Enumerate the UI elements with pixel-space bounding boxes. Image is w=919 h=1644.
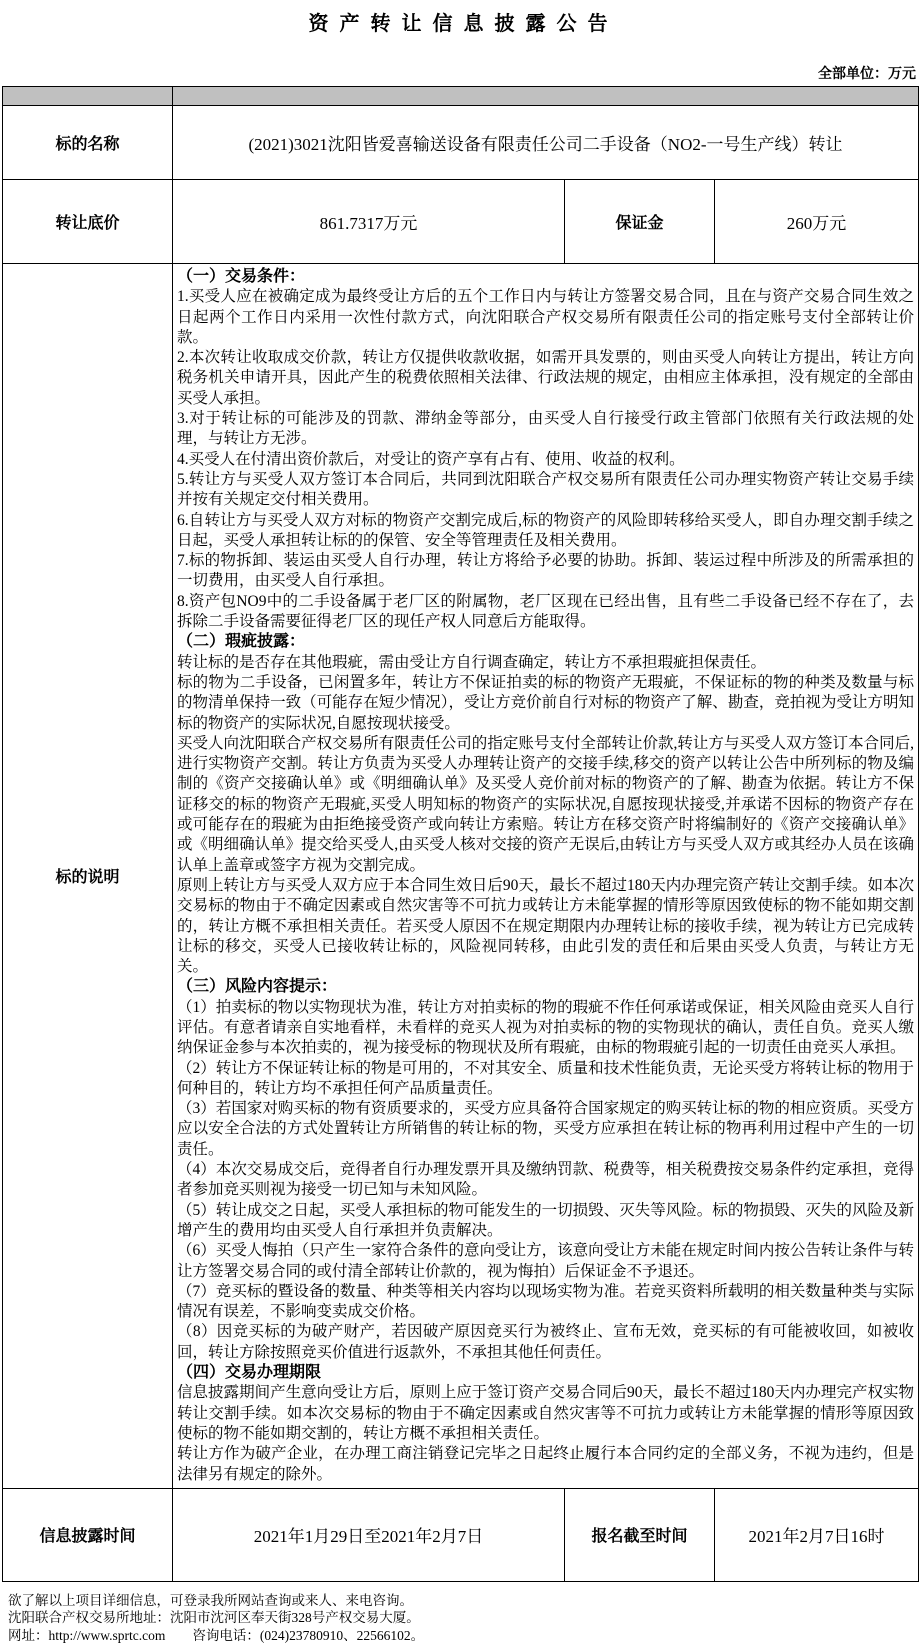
disclosure-period-value: 2021年1月29日至2021年2月7日	[173, 1488, 565, 1581]
description-paragraph: 8.资产包NO9中的二手设备属于老厂区的附属物，老厂区现在已经出售，且有些二手设备已经不存在了，去拆除二手设备需要征得老厂区的现任产权人同意后方能取得。	[177, 592, 915, 631]
registration-deadline-value: 2021年2月7日16时	[715, 1488, 919, 1581]
unit-note: 全部单位：万元	[818, 67, 916, 82]
description-paragraph: 买受人向沈阳联合产权交易所有限责任公司的指定账号支付全部转让价款,转让方与买受人双方签订本合同后,进行实物资产交割。转让方负责为买受人办理转让资产的交接手续,移交的资产以转让公告中所列标的物及编制的《资产交接确认单》或《明细确认单》及买受人竞价前对标的物资产的了解、勘查为依据。转让方不保证移交的标的物资产无瑕疵,买受人明知标的物资产的实际状况,自愿按现状接受,并承诺不因标的物资产存在或可能存在的瑕疵为由拒绝接受资产或向转让方索赔。转让方在移交资产时将编制好的《资产交接确认单》或《明细确认单》提交给买受人,由买受人核对交接的资产无误后,由转让方与买受人双方或其经办人员在该确认单上盖章或签字方视为交割完成。	[177, 734, 915, 874]
registration-deadline-label: 报名截至时间	[565, 1488, 715, 1581]
description-section-heading: （二）瑕疵披露：	[177, 633, 306, 651]
description-paragraph: 2.本次转让收取成交价款，转让方仅提供收款收据，如需开具发票的，则由买受人向转让方提出，转让方向税务机关申请开具，因此产生的税费依照相关法律、行政法规的规定，由相应主体承担，没有规定的全部由买受人承担。	[177, 349, 915, 407]
subject-name-value: (2021)3021沈阳皆爱喜输送设备有限责任公司二手设备（NO2-一号生产线）转让	[173, 106, 919, 180]
description-paragraph: 信息披露期间产生意向受让方后，原则上应于签订资产交易合同后90天，最长不超过180天内办理完产权实物转让交割手续。如本次交易标的物由于不确定因素或自然灾害等不可抗力或转让方未能掌握的情形等原因致使标的物不能如期交割的，转让方概不承担相关责任。	[177, 1384, 915, 1442]
description-paragraph: 6.自转让方与买受人双方对标的物资产交割完成后,标的物资产的风险即转移给买受人，即自办理交割手续之日起，买受人承担转让标的的保管、安全等管理责任及相关费用。	[177, 511, 915, 549]
disclosure-period-label: 信息披露时间	[3, 1488, 173, 1581]
description-paragraph: 转让标的是否存在其他瑕疵，需由受让方自行调查确定，转让方不承担瑕疵担保责任。	[177, 653, 767, 671]
base-price-value: 861.7317万元	[173, 180, 565, 264]
description-paragraph: 1.买受人应在被确定成为最终受让方后的五个工作日内与转让方签署交易合同，且在与资产交易合同生效之日起两个工作日内采用一次性付款方式，向沈阳联合产权交易所有限责任公司的指定账号支付全部转让价款。	[177, 288, 915, 346]
description-section-heading: （四）交易办理期限	[177, 1364, 322, 1382]
table-header-row	[3, 87, 919, 106]
description-paragraph: （6）买受人悔拍（只产生一家符合条件的意向受让方，该意向受让方未能在规定时间内按公告转让条件与转让方签署交易合同的或付清全部转让价款的，视为悔拍）后保证金不予退还。	[177, 1242, 915, 1280]
description-row	[3, 264, 919, 1489]
header-content-cell	[173, 87, 919, 106]
description-paragraph: 7.标的物拆卸、装运由买受人自行办理，转让方将给予必要的协助。拆卸、装运过程中所涉及的所需承担的一切费用，由买受人自行承担。	[177, 552, 915, 590]
description-paragraph: 标的物为二手设备，已闲置多年，转让方不保证拍卖的标的物资产无瑕疵，不保证标的物的种类及数量与标的物清单保持一致（可能存在短少情况），受让方竞价前自行对标的物资产了解、勘查，竞拍视为受让方明知标的物资产的实际状况,自愿按现状接受。	[177, 673, 915, 732]
description-paragraph: 原则上转让方与买受人双方应于本合同生效日后90天，最长不超过180天内办理完资产转让交割手续。如本次交易标的物由于不确定因素或自然灾害等不可抗力或转让方未能掌握的情形等原因致使标的物不能如期交割的，转让方概不承担相关责任。若买受人原因不在规定期限内办理转让标的接收手续，视为转让方已完成转让标的移交，买受人已接收转让标的，风险视同转移，由此引发的责任和后果由买受人负责，与转让方无关。	[177, 876, 915, 976]
description-section-heading: （三）风险内容提示：	[177, 978, 338, 996]
page-title: 资 产 转 让 信 息 披 露 公 告	[308, 13, 611, 35]
description-paragraph: （3）若国家对购买标的物有资质要求的，买受方应具备符合国家规定的购买转让标的物的相应资质。买受方应以安全合法的方式处置转让方所销售的转让标的物，买受方应承担在转让标的物再利用过程中产生的一切责任。	[177, 1100, 915, 1158]
description-paragraph: （1）拍卖标的物以实物现状为准，转让方对拍卖标的物的瑕疵不作任何承诺或保证，相关风险由竞买人自行评估。有意者请亲自实地看样，未看样的竞买人视为对拍卖标的物的实物现状的确认，责任自负。竞买人缴纳保证金参与本次拍卖的，视为接受标的物现状及所有瑕疵，由标的物瑕疵引起的一切责任由竞买人承担。	[177, 998, 915, 1057]
base-price-label: 转让底价	[3, 180, 173, 264]
description-paragraph: 转让方作为破产企业，在办理工商注销登记完毕之日起终止履行本合同约定的全部义务，不视为违约，但是法律另有规定的除外。	[177, 1445, 915, 1483]
description-paragraph: 4.买受人在付清出资价款后，对受让的资产享有占有、使用、收益的权利。	[177, 450, 685, 468]
footer-line: 欲了解以上项目详细信息，可登录我所网站查询或来人、来电咨询。	[8, 1592, 413, 1608]
description-label: 标的说明	[3, 264, 173, 1489]
description-paragraph: （4）本次交易成交后，竞得者自行办理发票开具及缴纳罚款、税费等，相关税费按交易条件约定承担，竞得者参加竞买则视为接受一切已知与未知风险。	[177, 1161, 915, 1199]
description-content	[177, 267, 914, 1485]
schedule-row	[3, 1488, 919, 1581]
description-paragraph: 3.对于转让标的可能涉及的罚款、滞纳金等部分，由买受人自行接受行政主管部门依照有关行政法规的处理，与转让方无涉。	[177, 410, 915, 448]
footer-line: 沈阳联合产权交易所地址：沈阳市沈河区奉天街328号产权交易大厦。	[8, 1610, 420, 1626]
description-paragraph: 5.转让方与买受人双方签订本合同后，共同到沈阳联合产权交易所有限责任公司办理实物资产转让交易手续并按有关规定交付相关费用。	[177, 470, 915, 509]
description-cell	[173, 264, 919, 1489]
subject-name-label: 标的名称	[3, 106, 173, 180]
price-row	[3, 180, 919, 264]
disclosure-table	[2, 86, 919, 1582]
description-paragraph: （8）因竞买标的为破产财产，若因破产原因竞买行为被终止、宣布无效，竞买标的有可能被收回，如被收回，转让方除按照竞买价值进行返款外，不承担其他任何责任。	[177, 1323, 915, 1361]
header-label-cell	[3, 87, 173, 106]
footer-notes	[0, 1592, 919, 1644]
description-paragraph: （7）竞买标的暨设备的数量、种类等相关内容均以现场实物为准。若竞买资料所载明的相关数量种类与实际情况有误差，不影响变卖成交价格。	[177, 1282, 915, 1321]
description-paragraph: （2）转让方不保证转让标的物是可用的，不对其安全、质量和技术性能负责，无论买受方将转让标的物用于何种目的，转让方均不承担任何产品质量责任。	[177, 1059, 915, 1097]
subject-name-row	[3, 106, 919, 180]
description-paragraph: （5）转让成交之日起，买受人承担标的物可能发生的一切损毁、灭失等风险。标的物损毁、灭失的风险及新增产生的费用均由买受人自行承担并负责解决。	[177, 1201, 915, 1239]
deposit-label: 保证金	[565, 180, 715, 264]
description-section-heading: （一）交易条件：	[177, 268, 306, 285]
deposit-value: 260万元	[715, 180, 919, 264]
footer-line: 网址：http://www.sprtc.com 咨询电话：(024)23780910、22566102。	[8, 1627, 425, 1643]
